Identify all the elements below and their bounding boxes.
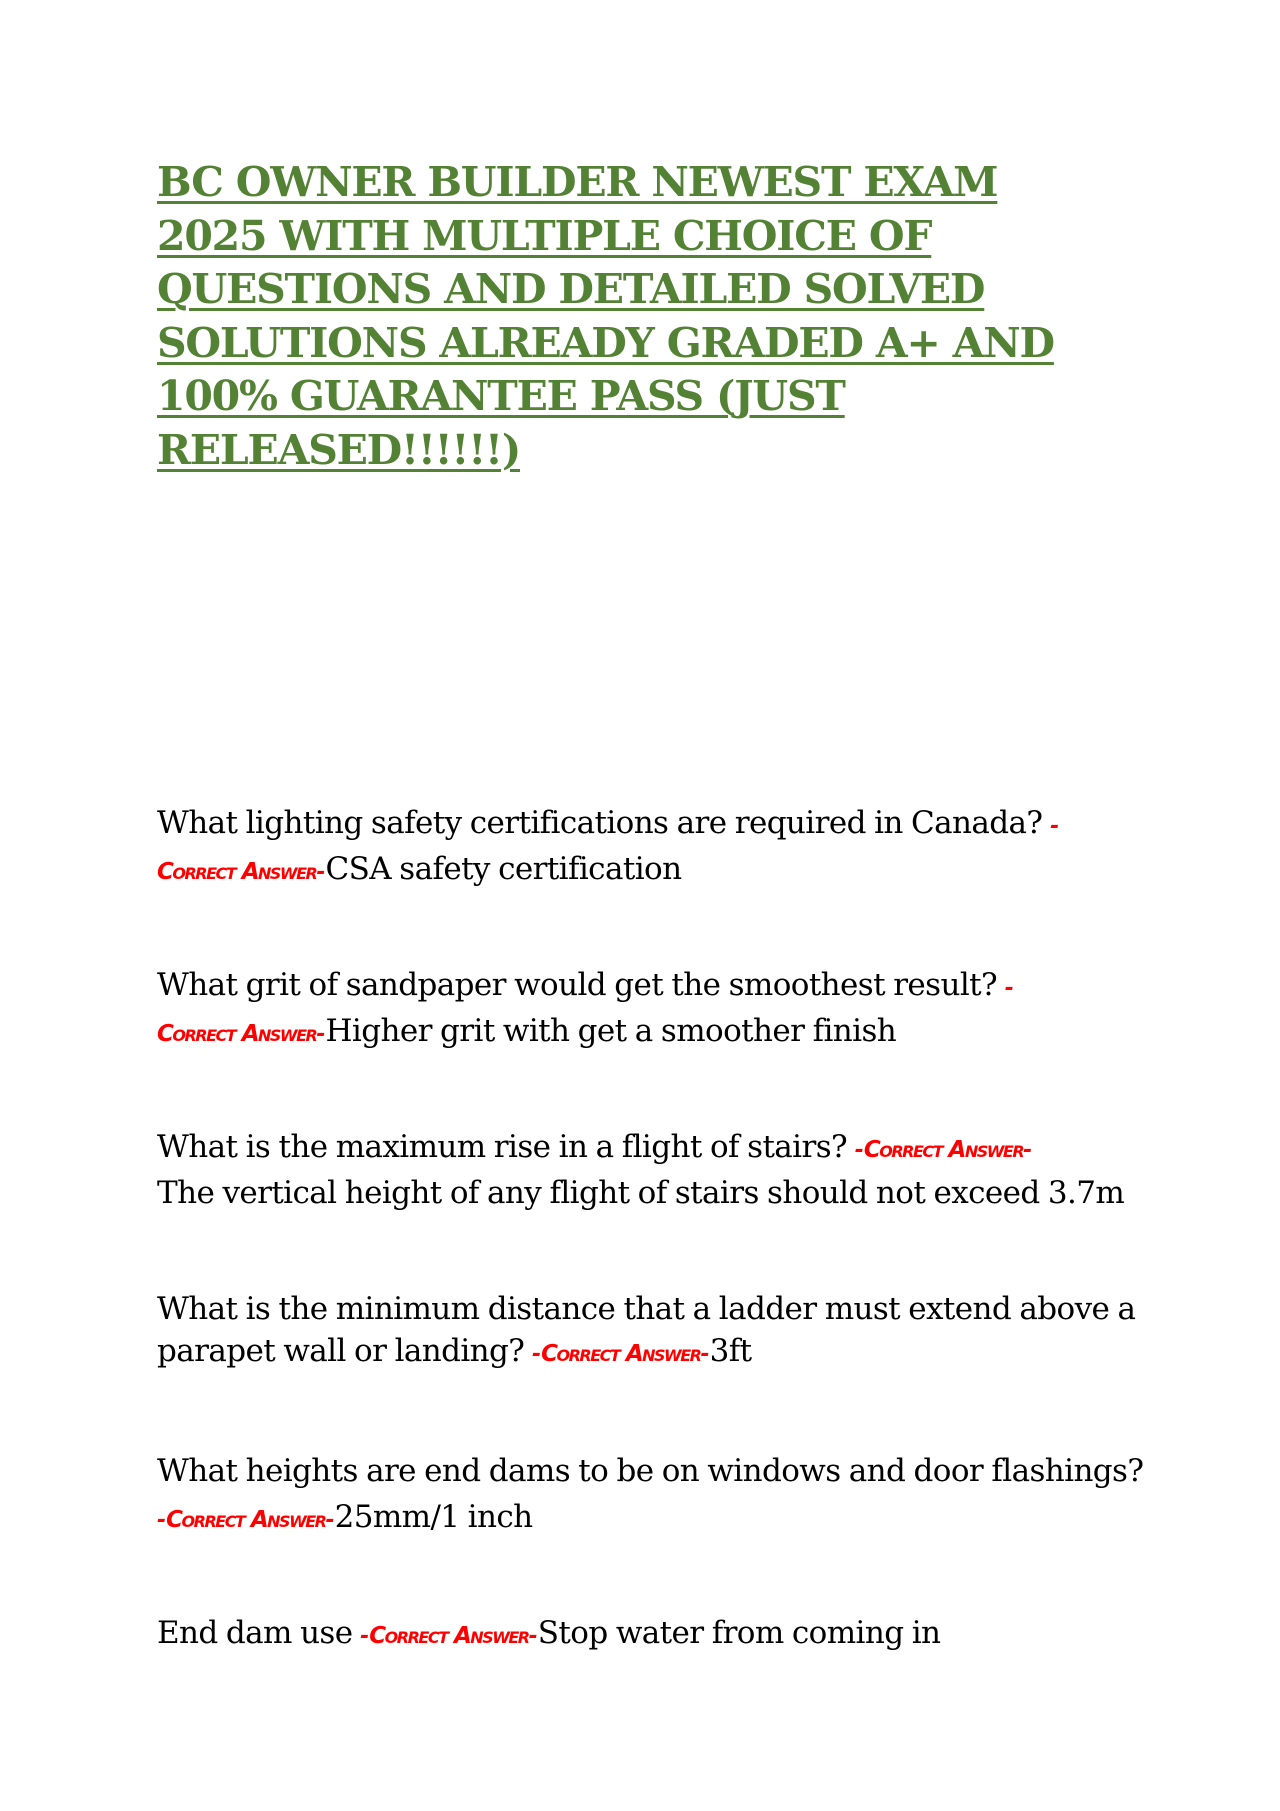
answer-prefix: - xyxy=(352,1624,370,1649)
answer-prefix: - xyxy=(847,1138,864,1163)
question-text: What heights are end dams to be on windows and door flashings? xyxy=(157,1453,1144,1489)
question-text: What is the minimum distance that a ladder must extend above a parapet wall or landing? xyxy=(157,1291,1136,1369)
answer-text: Stop water from coming in xyxy=(537,1615,941,1651)
answer-text: CSA safety certification xyxy=(325,851,682,887)
answer-label: Correct Answer xyxy=(157,859,317,885)
answer-text: Higher grit with get a smoother finish xyxy=(325,1013,897,1049)
question-text: What grit of sandpaper would get the smoothest result? xyxy=(157,967,998,1003)
answer-prefix: - xyxy=(157,1508,167,1533)
answer-label: Correct Answer xyxy=(541,1341,701,1367)
qa-item-3 xyxy=(157,1126,1157,1214)
qa-item-5 xyxy=(157,1450,1157,1542)
answer-suffix: - xyxy=(1023,1138,1033,1163)
qa-item-2 xyxy=(157,964,1157,1056)
answer-label: Correct Answer xyxy=(369,1623,529,1649)
answer-text: The vertical height of any flight of stairs should not exceed 3.7m xyxy=(157,1175,1125,1211)
answer-suffix: - xyxy=(700,1342,710,1367)
answer-text: 3ft xyxy=(709,1333,752,1369)
answer-suffix: - xyxy=(316,860,326,885)
answer-suffix: - xyxy=(528,1624,538,1649)
question-text: End dam use xyxy=(157,1615,353,1651)
answer-suffix: - xyxy=(325,1508,335,1533)
question-text: What lighting safety certifications are required in Canada? xyxy=(157,805,1043,841)
answer-prefix: - xyxy=(997,976,1014,1001)
question-text: What is the maximum rise in a flight of stairs? xyxy=(157,1129,848,1165)
answer-prefix: - xyxy=(1042,814,1060,839)
qa-item-4 xyxy=(157,1288,1157,1376)
answer-label: Correct Answer xyxy=(166,1507,326,1533)
answer-label: Correct Answer xyxy=(157,1021,317,1047)
answer-text: 25mm/1 inch xyxy=(334,1499,533,1535)
answer-prefix: - xyxy=(524,1342,542,1367)
answer-label: Correct Answer xyxy=(863,1137,1024,1163)
document-title: BC OWNER BUILDER NEWEST EXAM 2025 WITH MULTIPLE CHOICE OF QUESTIONS AND DETAILED SOLVED SOLUTIONS ALREADY GRADED A+ AND 100% GUARANTEE PASS (JUST RELEASED!!!!!!) xyxy=(157,158,1054,474)
qa-item-1 xyxy=(157,802,1157,894)
answer-suffix: - xyxy=(316,1022,326,1047)
qa-item-6 xyxy=(157,1612,1157,1658)
